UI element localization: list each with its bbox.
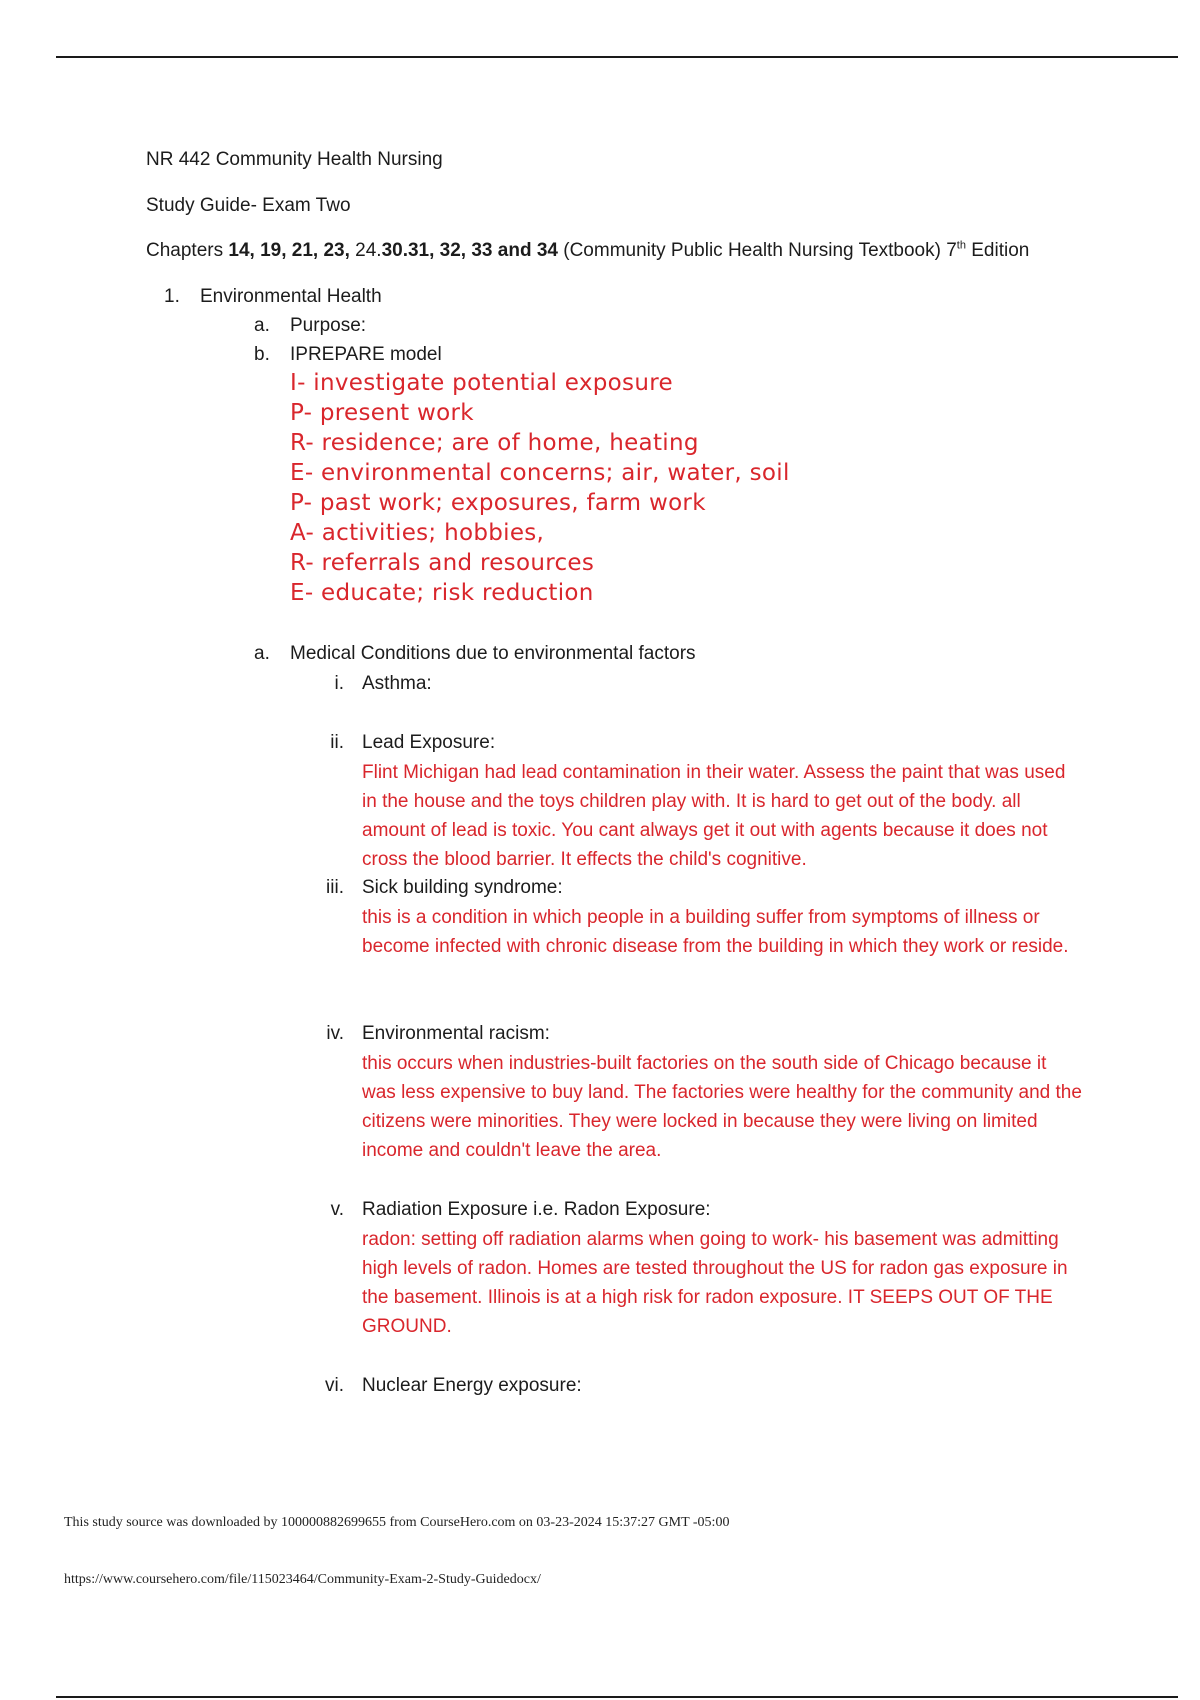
iprepare-line: R- residence; are of home, heating xyxy=(290,430,699,456)
section-number: 1. xyxy=(164,286,180,307)
condition-label: Environmental racism: xyxy=(362,1023,550,1044)
condition-marker: ii. xyxy=(330,732,344,753)
chapters-line: Chapters 14, 19, 21, 23, 24.30.31, 32, 33 and 34 (Community Public Health Nursing Textbook) 7th Edition xyxy=(146,239,1030,261)
condition-label: Asthma: xyxy=(362,673,432,694)
condition-marker: v. xyxy=(330,1199,344,1220)
condition-marker: iv. xyxy=(326,1023,344,1044)
iprepare-line: R- referrals and resources xyxy=(290,550,595,576)
iprepare-line: E- educate; risk reduction xyxy=(290,580,594,606)
condition-marker: vi. xyxy=(325,1375,344,1396)
medical-marker: a. xyxy=(254,643,270,664)
source-url[interactable]: https://www.coursehero.com/file/115023464/Community-Exam-2-Study-Guidedocx/ xyxy=(64,1572,541,1587)
iprepare-line: P- past work; exposures, farm work xyxy=(290,490,706,516)
item-marker-a: a. xyxy=(254,315,270,336)
item-marker-b: b. xyxy=(254,344,270,365)
section-title: Environmental Health xyxy=(200,286,382,307)
condition-notes: this occurs when industries-built factories on the south side of Chicago because it was less expensive to buy land. The factories were healthy for the community and the citizens were minorities. They were locked in because they were living on limited income and couldn't leave the area. xyxy=(362,1053,1082,1161)
iprepare-line: I- investigate potential exposure xyxy=(290,370,673,396)
bottom-rule xyxy=(56,1696,1178,1698)
iprepare-line: A- activities; hobbies, xyxy=(290,520,545,546)
condition-label: Lead Exposure: xyxy=(362,732,496,753)
top-rule xyxy=(56,56,1178,58)
guide-title: Study Guide- Exam Two xyxy=(146,195,351,216)
item-iprepare: IPREPARE model xyxy=(290,344,442,365)
condition-label: Radiation Exposure i.e. Radon Exposure: xyxy=(362,1199,711,1220)
iprepare-line: E- environmental concerns; air, water, soil xyxy=(290,460,790,486)
iprepare-line: P- present work xyxy=(290,400,474,426)
condition-notes: this is a condition in which people in a building suffer from symptoms of illness or become infected with chronic disease from the building in which they work or reside. xyxy=(362,907,1069,957)
medical-label: Medical Conditions due to environmental factors xyxy=(290,643,696,664)
download-note: This study source was downloaded by 100000882699655 from CourseHero.com on 03-23-2024 15:37:27 GMT -05:00 xyxy=(64,1515,730,1530)
condition-marker: i. xyxy=(334,673,344,694)
course-title: NR 442 Community Health Nursing xyxy=(146,149,443,170)
condition-label: Sick building syndrome: xyxy=(362,877,563,898)
condition-notes: Flint Michigan had lead contamination in their water. Assess the paint that was used in the house and the toys children play with. It is hard to get out of the body. all amount of lead is toxic. You cant always get it out with agents because it does not cross the blood barrier. It effects the child's cognitive. xyxy=(362,762,1066,870)
item-purpose: Purpose: xyxy=(290,315,367,336)
condition-label: Nuclear Energy exposure: xyxy=(362,1375,582,1396)
condition-marker: iii. xyxy=(326,877,344,898)
condition-notes: radon: setting off radiation alarms when going to work- his basement was admitting high levels of radon. Homes are tested throughout the US for radon gas exposure in the basement. Illinois is at a high risk for radon exposure. IT SEEPS OUT OF THE GROUND. xyxy=(362,1229,1068,1337)
